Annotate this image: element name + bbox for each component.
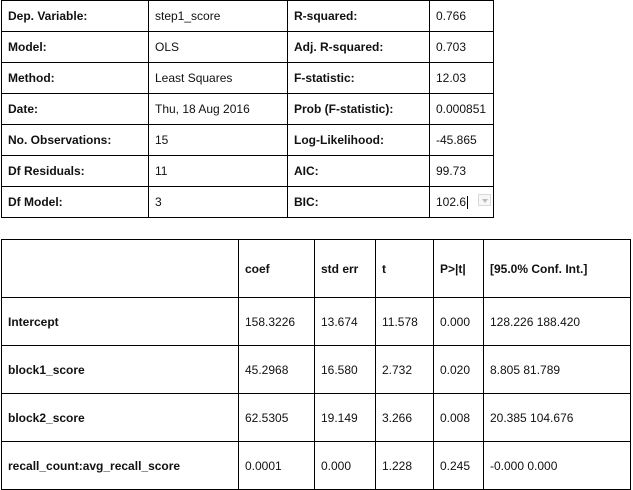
summary-value: 0.766: [430, 1, 494, 32]
summary-value: OLS: [149, 32, 288, 63]
coef-value: 158.3226: [239, 298, 315, 346]
summary-label: Prob (F-statistic):: [288, 94, 430, 125]
summary-row: [2, 1, 494, 32]
variable-name: recall_count:avg_recall_score: [2, 442, 239, 490]
coef-value: 45.2968: [239, 346, 315, 394]
summary-value: 0.703: [430, 32, 494, 63]
conf-int-value: -0.000 0.000: [484, 442, 631, 490]
summary-label: Dep. Variable:: [2, 1, 149, 32]
p-value: 0.000: [434, 298, 484, 346]
summary-value: Thu, 18 Aug 2016: [149, 94, 288, 125]
coef-value: 62.5305: [239, 394, 315, 442]
t-value: 11.578: [376, 298, 434, 346]
conf-int-value: 128.226 188.420: [484, 298, 631, 346]
model-summary-table: [1, 0, 494, 218]
summary-value: 102.6: [436, 194, 467, 209]
summary-label: Model:: [2, 32, 149, 63]
summary-table-body: [2, 1, 494, 218]
summary-label: Df Model:: [2, 187, 149, 218]
conf-int-value: 20.385 104.676: [484, 394, 631, 442]
summary-value: -45.865: [430, 125, 494, 156]
t-value: 2.732: [376, 346, 434, 394]
summary-value: 15: [149, 125, 288, 156]
summary-row: [2, 187, 494, 218]
variable-name: block1_score: [2, 346, 239, 394]
summary-row: [2, 32, 494, 63]
chevron-down-icon[interactable]: [478, 194, 491, 206]
editable-cell[interactable]: [436, 195, 493, 209]
summary-label: BIC:: [288, 187, 430, 218]
text-cursor: [467, 196, 468, 209]
column-header: [2, 240, 239, 298]
coefficient-row: [2, 442, 631, 490]
column-header: t: [376, 240, 434, 298]
column-header: coef: [239, 240, 315, 298]
coefficient-row: [2, 298, 631, 346]
summary-row: [2, 156, 494, 187]
summary-value: 99.73: [430, 156, 494, 187]
summary-label: No. Observations:: [2, 125, 149, 156]
t-value: 3.266: [376, 394, 434, 442]
coefficients-header-row: [2, 240, 631, 298]
p-value: 0.008: [434, 394, 484, 442]
p-value: 0.245: [434, 442, 484, 490]
summary-value: 11: [149, 156, 288, 187]
std-err-value: 13.674: [315, 298, 376, 346]
summary-value: Least Squares: [149, 63, 288, 94]
summary-value-cell[interactable]: [430, 187, 494, 218]
coefficients-table: [1, 239, 631, 490]
summary-label: AIC:: [288, 156, 430, 187]
summary-label: F-statistic:: [288, 63, 430, 94]
std-err-value: 16.580: [315, 346, 376, 394]
coefficients-table-body: [2, 240, 631, 490]
summary-row: [2, 125, 494, 156]
summary-label: Log-Likelihood:: [288, 125, 430, 156]
column-header: [95.0% Conf. Int.]: [484, 240, 631, 298]
variable-name: block2_score: [2, 394, 239, 442]
p-value: 0.020: [434, 346, 484, 394]
summary-label: R-squared:: [288, 1, 430, 32]
column-header: std err: [315, 240, 376, 298]
std-err-value: 0.000: [315, 442, 376, 490]
summary-value: 0.000851: [430, 94, 494, 125]
summary-value: 12.03: [430, 63, 494, 94]
variable-name: Intercept: [2, 298, 239, 346]
summary-label: Df Residuals:: [2, 156, 149, 187]
summary-label: Adj. R-squared:: [288, 32, 430, 63]
summary-row: [2, 63, 494, 94]
column-header: P>|t|: [434, 240, 484, 298]
summary-label: Method:: [2, 63, 149, 94]
summary-value: 3: [149, 187, 288, 218]
summary-row: [2, 94, 494, 125]
std-err-value: 19.149: [315, 394, 376, 442]
conf-int-value: 8.805 81.789: [484, 346, 631, 394]
coefficient-row: [2, 346, 631, 394]
summary-label: Date:: [2, 94, 149, 125]
t-value: 1.228: [376, 442, 434, 490]
summary-value: step1_score: [149, 1, 288, 32]
coef-value: 0.0001: [239, 442, 315, 490]
coefficient-row: [2, 394, 631, 442]
